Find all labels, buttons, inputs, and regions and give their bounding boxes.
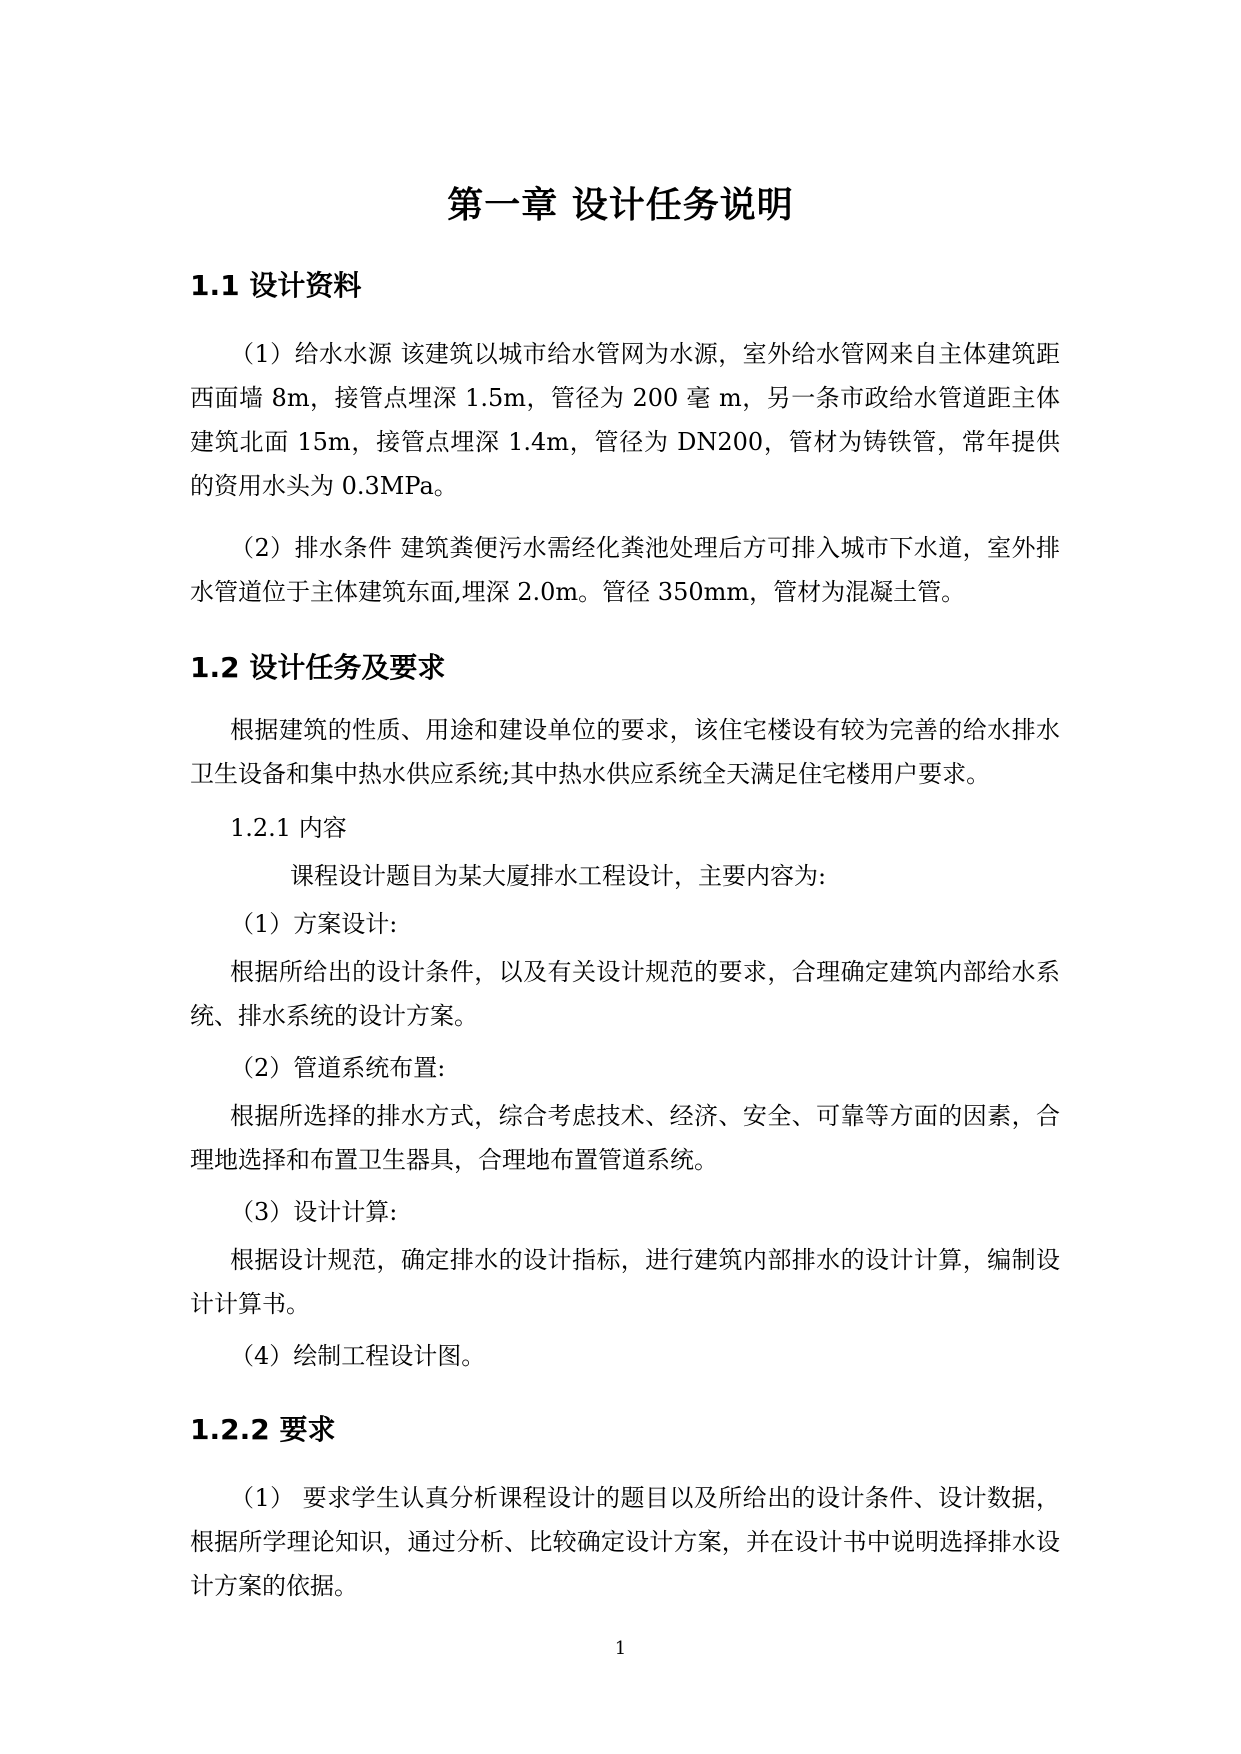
chapter-title: 第一章 设计任务说明 bbox=[447, 185, 794, 226]
item-1-title: （1）方案设计: bbox=[230, 910, 398, 938]
item-2-body: 根据所选择的排水方式，综合考虑技术、经济、安全、可靠等方面的因素，合理地选择和布置卫生器具，合理地布置管道系统。 bbox=[190, 1102, 1060, 1174]
section-heading-1-2: 1.2 设计任务及要求 bbox=[190, 651, 446, 684]
paragraph-water-source: （1）给水水源 该建筑以城市给水管网为水源，室外给水管网来自主体建筑距西面墙 8m，接管点埋深 1.5m，管径为 200 毫 m，另一条市政给水管道距主体建筑北面 15m，接管点埋深 1.4m，管径为 DN200，管材为铸铁管，常年提供的资用水头为 0.3MPa。 bbox=[190, 340, 1060, 500]
item-1-body: 根据所给出的设计条件，以及有关设计规范的要求，合理确定建筑内部给水系统、排水系统的设计方案。 bbox=[190, 958, 1060, 1030]
subheading-1-2-1: 1.2.1 内容 bbox=[230, 814, 347, 842]
item-2-title: （2）管道系统布置: bbox=[230, 1054, 446, 1082]
content-intro-line: 课程设计题目为某大厦排水工程设计，主要内容为: bbox=[290, 862, 827, 890]
item-3-title: （3）设计计算: bbox=[230, 1198, 398, 1226]
page-number: 1 bbox=[614, 1638, 627, 1659]
section-heading-1-2-2: 1.2.2 要求 bbox=[190, 1413, 336, 1446]
paragraph-drainage-conditions: （2）排水条件 建筑粪便污水需经化粪池处理后方可排入城市下水道，室外排水管道位于主体建筑东面,埋深 2.0m。管径 350mm，管材为混凝土管。 bbox=[190, 534, 1060, 606]
paragraph-requirement-1: （1） 要求学生认真分析课程设计的题目以及所给出的设计条件、设计数据，根据所学理论知识，通过分析、比较确定设计方案，并在设计书中说明选择排水设计方案的依据。 bbox=[190, 1484, 1060, 1600]
paragraph-requirements-intro: 根据建筑的性质、用途和建设单位的要求，该住宅楼设有较为完善的给水排水卫生设备和集中热水供应系统;其中热水供应系统全天满足住宅楼用户要求。 bbox=[190, 716, 1060, 788]
section-heading-1-1: 1.1 设计资料 bbox=[190, 269, 362, 302]
item-4-title: （4）绘制工程设计图。 bbox=[230, 1342, 486, 1370]
item-3-body: 根据设计规范，确定排水的设计指标，进行建筑内部排水的设计计算，编制设计计算书。 bbox=[190, 1246, 1060, 1318]
